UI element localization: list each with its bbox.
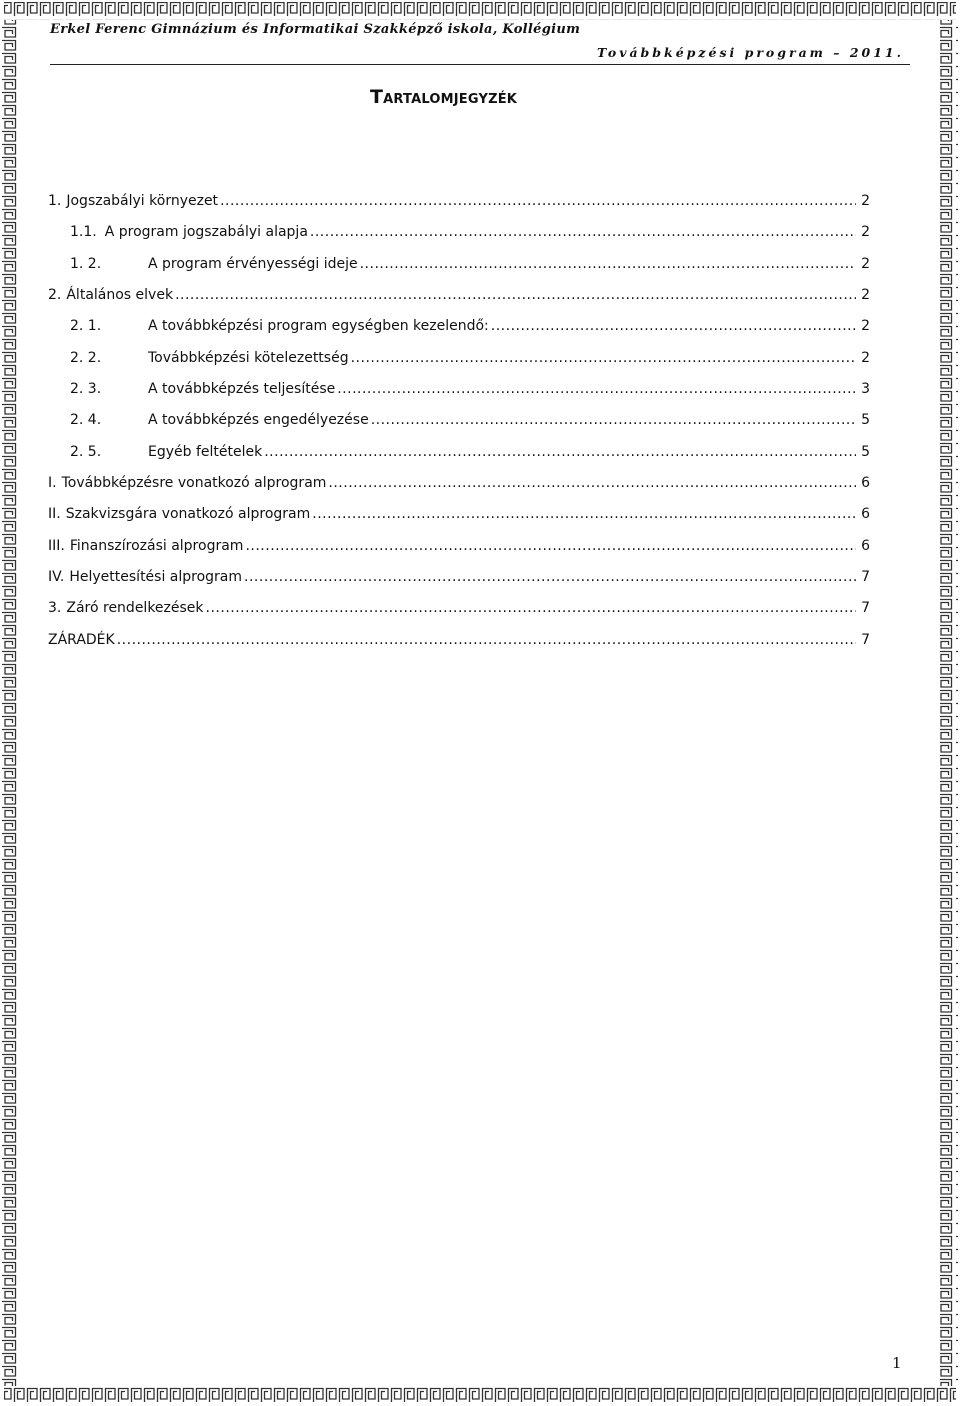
toc-dot-leader [360,253,856,275]
toc-dot-leader [245,535,856,557]
toc-entry[interactable] [48,409,870,440]
toc-entry-number: 2. 3. [70,381,102,398]
toc-dot-leader [337,378,856,400]
toc-entry-label: ZÁRADÉK [48,631,115,648]
toc-entry-label: A továbbképzés engedélyezése [148,412,369,429]
toc-dot-leader [244,566,856,588]
toc-entry[interactable] [48,472,870,503]
toc-entry-number: 2. 4. [70,412,102,429]
toc-entry-label: Finanszírozási alprogram [69,537,244,554]
toc-entry-number: IV. [48,569,65,586]
toc-entry-label: A program érvényességi ideje [148,255,358,272]
toc-entry-page: 2 [861,255,870,272]
toc-entry[interactable] [48,378,870,409]
toc-entry-page: 7 [861,569,870,586]
toc-entry-number: 2. [48,287,62,304]
toc-entry-label: Általános elvek [66,287,174,304]
toc-dot-leader [491,315,856,337]
toc-dot-leader [264,441,856,463]
toc-dot-leader [117,629,856,651]
toc-entry-number: III. [48,537,65,554]
toc-entry-label: Továbbképzési kötelezettség [148,349,349,366]
toc-entry-page: 2 [861,287,870,304]
toc-entry-number: 2. 5. [70,443,102,460]
toc-entry-label: Jogszabályi környezet [66,193,219,209]
toc-entry[interactable] [48,535,870,566]
toc-entry-label: Helyettesítési alprogram [69,569,243,586]
toc-dot-leader [351,347,856,369]
toc-entry-number: 2. 2. [70,349,102,366]
toc-dot-leader [328,472,856,494]
toc-entry-page: 6 [861,537,870,554]
toc-entry[interactable] [48,597,870,628]
toc-entry-page: 7 [861,631,870,648]
toc-entry-number: II. [48,506,61,523]
toc-entry[interactable] [48,441,870,472]
toc-entry-page: 2 [861,318,870,335]
toc-entry[interactable] [48,284,870,315]
toc-entry[interactable] [48,315,870,346]
toc-dot-leader [310,221,856,243]
toc-entry-number: 3. [48,600,62,617]
toc-entry-label: Egyéb feltételek [148,443,263,460]
program-title: Továbbképzési program – 2011. [596,45,904,60]
toc-entry-label: Szakvizsgára vonatkozó alprogram [65,506,311,523]
toc-dot-leader [220,190,856,212]
toc-dot-leader [312,503,856,525]
toc-dot-leader [206,597,856,619]
toc-entry-label: A továbbképzés teljesítése [148,381,336,398]
toc-entry-page: 5 [861,412,870,429]
toc-entry-page: 2 [861,193,870,209]
page-number: 1 [892,1354,902,1372]
toc-dot-leader [175,284,856,306]
toc-entry-page: 7 [861,600,870,617]
table-of-contents [48,190,870,660]
toc-entry-page: 6 [861,506,870,523]
toc-entry-number: 1. 2. [70,255,102,272]
toc-entry-page: 6 [861,475,870,492]
toc-entry[interactable] [48,221,870,252]
toc-entry-label: A program jogszabályi alapja [104,224,308,241]
header-divider [50,64,910,65]
toc-entry[interactable] [48,566,870,597]
toc-entry[interactable] [48,629,870,660]
toc-entry-label: A továbbképzési program egységben kezelendő: [148,318,489,335]
toc-entry-label: Továbbképzésre vonatkozó alprogram [61,475,327,492]
toc-entry[interactable] [48,347,870,378]
toc-entry-label: Záró rendelkezések [66,600,204,617]
page-header [50,20,910,70]
toc-entry[interactable] [48,253,870,284]
toc-entry[interactable] [48,190,870,221]
toc-entry-page: 5 [861,443,870,460]
toc-entry-number: 1. [48,193,62,209]
toc-dot-leader [371,409,856,431]
toc-entry-page: 3 [861,381,870,398]
toc-entry[interactable] [48,503,870,534]
toc-entry-number: 1.1. [70,224,97,241]
toc-entry-page: 2 [861,224,870,241]
toc-entry-number: 2. 1. [70,318,102,335]
school-name: Erkel Ferenc Gimnázium és Informatikai Szakképző iskola, Kollégium [50,22,581,37]
document-title: Tartalomjegyzék [370,86,518,108]
toc-entry-number: I. [48,475,57,492]
toc-entry-page: 2 [861,349,870,366]
